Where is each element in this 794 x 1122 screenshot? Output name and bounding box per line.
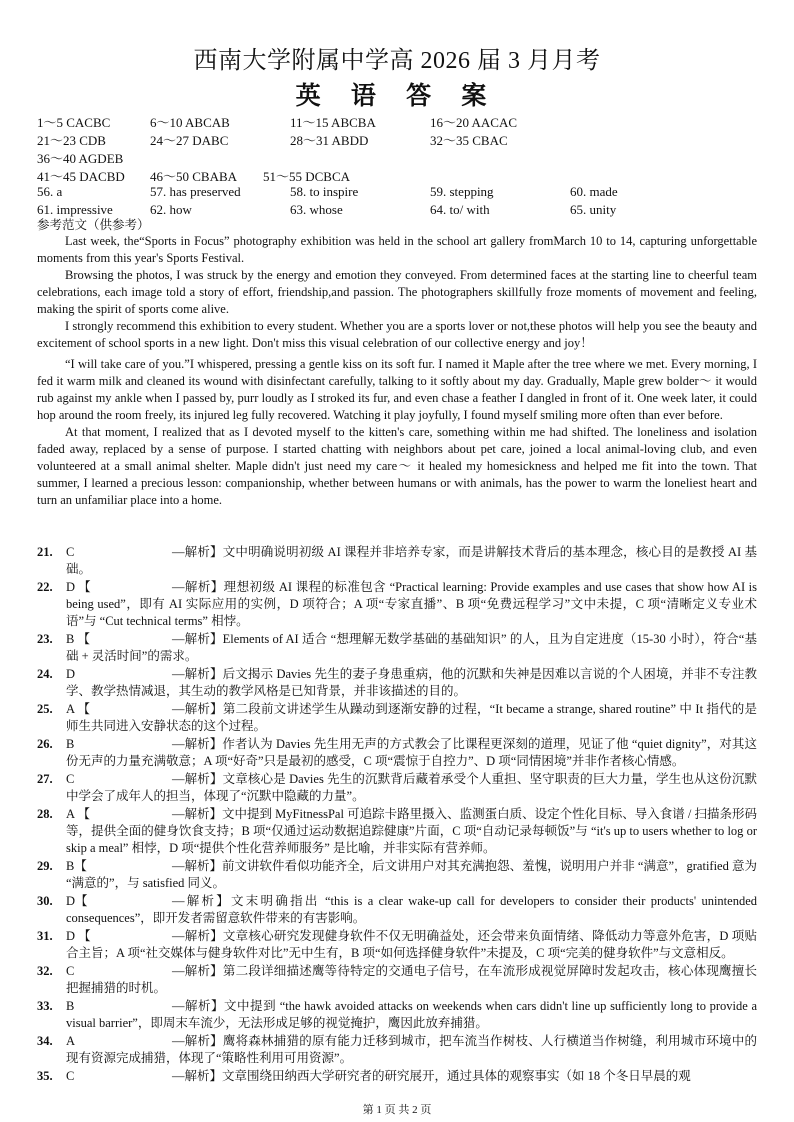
essay-paragraph: Last week, the“Sports in Focus” photography exhibition was held in the school art gallery fromMarch 10 to 14, capturing unforgettable moments from this year's Sports Festival. bbox=[37, 234, 757, 265]
explanation-text: —解析】第二段前文讲述学生从躁动到逐渐安静的过程，“It became a strange, shared routine” 中 It 指代的是师生共同进入安静状态的这个过程。 bbox=[66, 702, 757, 733]
answer-letter: B bbox=[66, 999, 75, 1013]
question-number: 26. bbox=[37, 737, 53, 751]
answer-letter: C bbox=[66, 772, 75, 786]
answer-key-row bbox=[37, 130, 767, 148]
answer-letter: B 【 bbox=[66, 632, 90, 646]
answer-key-cell: 41～45 DACBD bbox=[37, 169, 125, 184]
reference-essay-label: 参考范文（供参考） bbox=[37, 218, 150, 232]
explanation-text: —解析】鹰将森林捕猎的原有能力迁移到城市，把车流当作树枝、人行横道当作树缝，利用城市环境中的现有资源完成捕猎，体现了“策略性利用可用资源”。 bbox=[66, 1034, 757, 1065]
answer-key-cell: 21～23 CDB bbox=[37, 133, 106, 148]
answer-letter: A bbox=[66, 1034, 76, 1048]
explanation-text: —解析】理想初级 AI 课程的标准包含 “Practical learning: Provide examples and use cases that show how AI is being used”，即有 AI 实际应用的实例，D 项符合；A 项“专家直播”、B 项“免费远程学习”文中未提，C 项“清晰定义专业术语”与 “Cut technical terms” 相悖。 bbox=[66, 580, 757, 628]
answer-key-cell: 63. whose bbox=[290, 202, 343, 217]
explanation-item bbox=[37, 579, 757, 630]
reference-essay-2 bbox=[37, 356, 757, 509]
explanation-item bbox=[37, 1068, 757, 1085]
question-number: 28. bbox=[37, 807, 53, 821]
answer-key-cell: 1～5 CACBC bbox=[37, 115, 111, 130]
question-number: 24. bbox=[37, 667, 53, 681]
answer-key-cell: 61. impressive bbox=[37, 202, 113, 217]
essay-paragraph: I strongly recommend this exhibition to every student. Whether you are a sports lover or not,these photos will help you see the beauty and excitement of school sports in a new light. Don't miss this visual celebration of our collective energy and joy！ bbox=[37, 319, 757, 350]
question-number: 33. bbox=[37, 999, 53, 1013]
answer-key-cell: 62. how bbox=[150, 202, 192, 217]
answer-key-cell: 32～35 CBAC bbox=[430, 133, 508, 148]
explanation-item bbox=[37, 998, 757, 1032]
question-number: 32. bbox=[37, 964, 53, 978]
answer-key-cell: 36～40 AGDEB bbox=[37, 151, 124, 166]
explanation-text: —解析】文末明确指出 “this is a clear wake-up call for developers to consider their products' unintended consequences”，即开发者需留意软件带来的有害影响。 bbox=[66, 894, 757, 925]
answer-letter: D 【 bbox=[66, 580, 91, 594]
answer-key-row bbox=[37, 184, 767, 202]
answer-key-cell: 51～55 DCBCA bbox=[263, 169, 351, 184]
question-number: 31. bbox=[37, 929, 53, 943]
question-number: 35. bbox=[37, 1069, 53, 1083]
question-number: 21. bbox=[37, 545, 53, 559]
answer-letter: C bbox=[66, 1069, 75, 1083]
answer-key-cell: 64. to/ with bbox=[430, 202, 490, 217]
answer-letter: A 【 bbox=[66, 807, 90, 821]
page-number-footer: 第 1 页 共 2 页 bbox=[362, 1104, 432, 1116]
answer-key-cell: 11～15 ABCBA bbox=[290, 115, 376, 130]
explanation-item bbox=[37, 631, 757, 665]
answer-key-cell: 28～31 ABDD bbox=[290, 133, 369, 148]
explanation-text: —解析】作者认为 Davies 先生用无声的方式教会了比课程更深刻的道理，见证了他 “quiet dignity”，对其这份无声的力量充满敬意；A 项“好奇”只是最初的感受，C 项“震惊于自控力”、D 项“同情困境”并非作者核心情感。 bbox=[66, 737, 757, 768]
question-number: 29. bbox=[37, 859, 53, 873]
answer-letter: D bbox=[66, 667, 76, 681]
answer-letter: B bbox=[66, 737, 75, 751]
exam-title: 西南大学附属中学高 2026 届 3 月月考 bbox=[193, 48, 601, 74]
explanation-item bbox=[37, 893, 757, 927]
explanation-item bbox=[37, 963, 757, 997]
explanation-text: —解析】文章核心研究发现健身软件不仅无明确益处，还会带来负面情绪、降低动力等意外危害，D 项贴合主旨；A 项“社交媒体与健身软件对比”无中生有，B 项“如何选择健身软件”未提及，C 项“完美的健身软件”与文意相反。 bbox=[66, 929, 757, 960]
answer-letter: C bbox=[66, 545, 75, 559]
answer-letter: A 【 bbox=[66, 702, 90, 716]
answer-key-cell: 56. a bbox=[37, 184, 63, 199]
explanation-text: —解析】文章核心是 Davies 先生的沉默背后藏着承受个人重担、坚守职责的巨大力量，学生也从这份沉默中学会了成年人的担当，体现了“沉默中隐藏的力量”。 bbox=[66, 772, 757, 803]
question-number: 27. bbox=[37, 772, 53, 786]
explanation-item bbox=[37, 928, 757, 962]
question-number: 22. bbox=[37, 580, 53, 594]
answer-key-cell: 58. to inspire bbox=[290, 184, 359, 199]
answer-key-cell: 65. unity bbox=[570, 202, 617, 217]
explanation-item bbox=[37, 771, 757, 805]
answer-key-cell: 59. stepping bbox=[430, 184, 494, 199]
answer-key-cell: 24～27 DABC bbox=[150, 133, 229, 148]
exam-subtitle: 英 语 答 案 bbox=[295, 83, 499, 110]
explanation-text: —解析】Elements of AI 适合 “想理解无数学基础的基础知识” 的人，且为自定进度（15-30 小时），符合“基础 + 灵活时间”的需求。 bbox=[66, 632, 757, 663]
answer-key-cell: 6～10 ABCAB bbox=[150, 115, 230, 130]
explanation-text: —解析】前文讲软件看似功能齐全，后文讲用户对其充满抱怨、羞愧，说明用户并非 “满意”，gratified 意为 “满意的”，与 satisfied 同义。 bbox=[66, 859, 757, 890]
answer-letter: D【 bbox=[66, 894, 88, 908]
explanation-item bbox=[37, 701, 757, 735]
answer-key-cell: 57. has preserved bbox=[150, 184, 241, 199]
answer-key-cell: 46～50 CBABA bbox=[150, 169, 238, 184]
explanations-list bbox=[37, 544, 757, 1086]
essay-paragraph: At that moment, I realized that as I devoted myself to the kitten's care, something within me had shifted. The loneliness and isolation faded away, replaced by a sense of purpose. I started chatting with neighbors about pet care, joined a local animal-loving club, and even volunteered at a small animal shelter. Maple didn't just need my care～ it healed my homesickness and helped me fit into the town. That summer, I learned a precious lesson: companionship, whether between humans or with animals, has the power to warm the loneliest heart and turn an unfamiliar place into a home. bbox=[37, 425, 757, 507]
explanation-text: —解析】文中明确说明初级 AI 课程并非培养专家，而是讲解技术背后的基本理念，核心目的是教授 AI 基础。 bbox=[66, 545, 757, 576]
explanation-item bbox=[37, 1033, 757, 1067]
essay-paragraph: Browsing the photos, I was struck by the energy and emotion they conveyed. From determined faces at the starting line to cheerful team celebrations, each image told a story of effort, friendship,and passion. The photographers skillfully froze moments of movement and feeling, making the spirit of sports come alive. bbox=[37, 268, 757, 316]
essay-paragraph: “I will take care of you.”I whispered, pressing a gentle kiss on its soft fur. I named it Maple after the tree where we met. Every morning, I fed it warm milk and cleaned its wound with disinfectant carefully, talking to it softly about my day. Gradually, Maple grew bolder～ it would rub against my ankle when I passed by, purr loudly as I stroked its fur, and even chase a feather I dangled in front of it. One week later, it could hop around the room freely, its injured leg fully recovered. Watching it play joyfully, I found myself smiling more often than ever before. bbox=[37, 357, 757, 422]
question-number: 23. bbox=[37, 632, 53, 646]
reference-essay-1 bbox=[37, 233, 757, 352]
answer-letter: C bbox=[66, 964, 75, 978]
explanation-text: —解析】文中提到 MyFitnessPal 可追踪卡路里摄入、监测蛋白质、设定个性化目标、导入食谱 / 扫描条形码等，提供全面的健身饮食支持；B 项“仅通过运动数据追踪健康”片面，C 项“自动记录每顿饭”与 “it's up to users whether to log or skip a meal” 相悖，D 项“提供个性化营养师服务” 是比喻，并非实际有营养师。 bbox=[66, 807, 757, 855]
answer-key-cell: 60. made bbox=[570, 184, 618, 199]
explanation-text: —解析】后文揭示 Davies 先生的妻子身患重病，他的沉默和失神是因难以言说的个人困境，并非不专注教学、教学热情减退，其生动的教学风格是已知背景，并非该描述的目的。 bbox=[66, 667, 757, 698]
explanation-text: —解析】第二段详细描述鹰等待特定的交通电子信号，在车流形成视觉屏障时发起攻击，核心体现鹰擅长把握捕猎的时机。 bbox=[66, 964, 757, 995]
explanation-item bbox=[37, 544, 757, 578]
question-number: 25. bbox=[37, 702, 53, 716]
answer-letter: B【 bbox=[66, 859, 87, 873]
answer-key-row bbox=[37, 166, 767, 184]
explanation-item bbox=[37, 858, 757, 892]
question-number: 34. bbox=[37, 1034, 53, 1048]
explanation-text: —解析】文中提到 “the hawk avoided attacks on weekends when cars didn't line up sufficiently long to provide a visual barrier”，即周末车流少，无法形成足够的视觉掩护，鹰因此放弃捕猎。 bbox=[66, 999, 757, 1030]
answer-key-table bbox=[37, 112, 767, 220]
answer-key-row bbox=[37, 148, 767, 166]
answer-key-row bbox=[37, 112, 767, 130]
answer-key-cell: 16～20 AACAC bbox=[430, 115, 518, 130]
answer-letter: D 【 bbox=[66, 929, 91, 943]
explanation-text: —解析】文章围绕田纳西大学研究者的研究展开，通过具体的观察事实（如 18 个冬日早晨的观 bbox=[172, 1069, 691, 1083]
explanation-item bbox=[37, 666, 757, 700]
question-number: 30. bbox=[37, 894, 53, 908]
explanation-item bbox=[37, 736, 757, 770]
explanation-item bbox=[37, 806, 757, 857]
